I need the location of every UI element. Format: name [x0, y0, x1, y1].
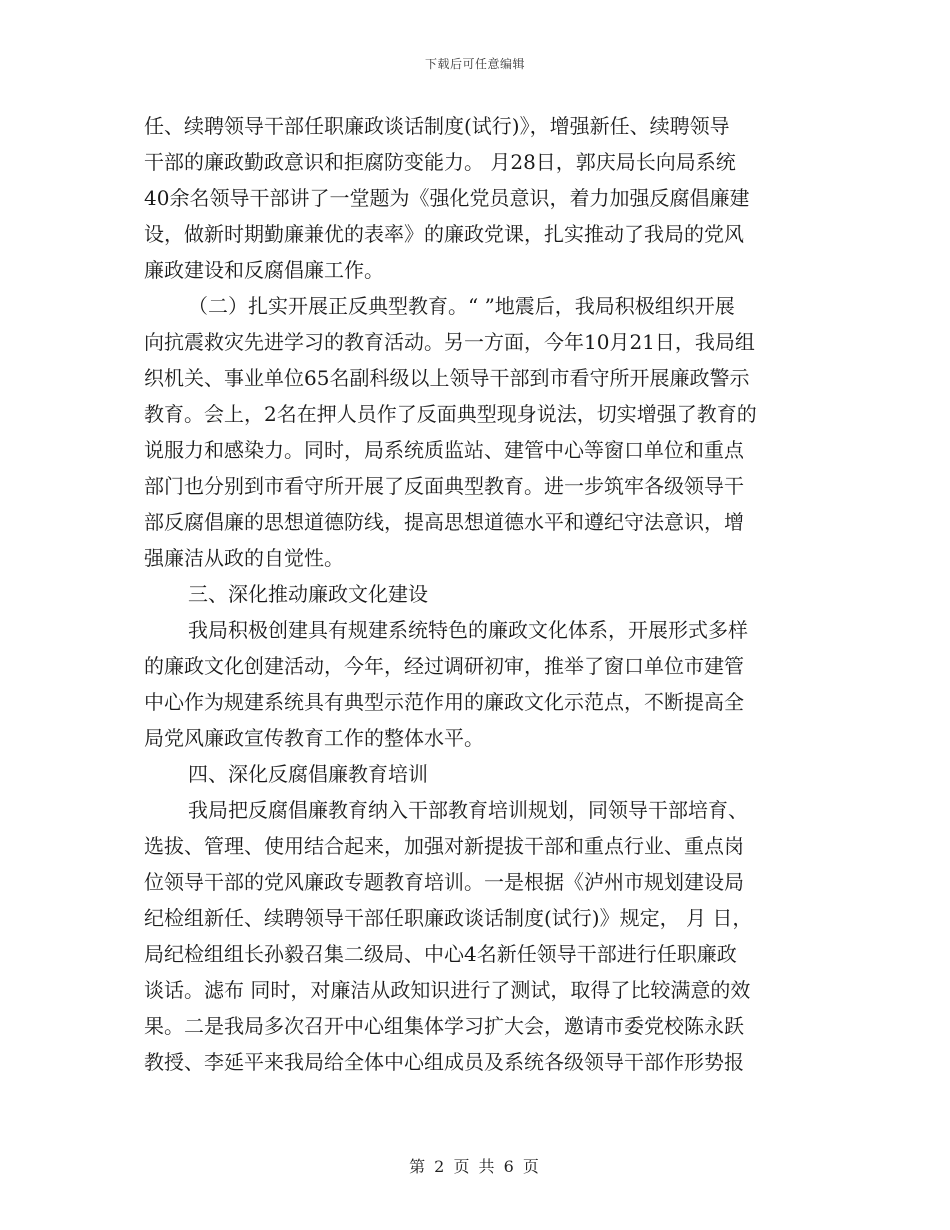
text-line: 果。二是我局多次召开中心组集体学习扩大会，邀请市委党校陈永跃: [144, 1014, 744, 1038]
text-line: 局纪检组组长孙毅召集二级局、中心4名新任领导干部进行任职廉政: [144, 942, 737, 966]
text-line: （二）扎实开展正反典型教育。“ ”地震后，我局积极组织开展: [188, 294, 735, 318]
text-line: 部门也分别到市看守所开展了反面典型教育。进一步筑牢各级领导干: [144, 474, 744, 498]
page-footer: 第 2 页 共 6 页: [409, 1157, 541, 1176]
text-line: 谈话。滤布 同时，对廉洁从政知识进行了测试，取得了比较满意的效: [144, 978, 751, 1002]
text-line: 位领导干部的党风廉政专题教育培训。一是根据《泸州市规划建设局: [144, 870, 744, 894]
text-line: 纪检组新任、续聘领导干部任职廉政谈话制度(试行)》规定， 月 日，: [144, 906, 753, 930]
text-line: 向抗震救灾先进学习的教育活动。另一方面，今年10月21日，我局组: [144, 330, 755, 354]
text-line: 中心作为规建系统具有典型示范作用的廉政文化示范点，不断提高全: [144, 690, 744, 714]
document-body: [144, 108, 814, 1080]
text-line: 三、深化推动廉政文化建设: [188, 582, 428, 606]
text-line: 干部的廉政勤政意识和拒腐防变能力。 月28日，郭庆局长向局系统: [144, 150, 736, 174]
text-line: 说服力和感染力。同时，局系统质监站、建管中心等窗口单位和重点: [144, 438, 744, 462]
text-line: 教授、李延平来我局给全体中心组成员及系统各级领导干部作形势报: [144, 1050, 744, 1074]
text-line: 任、续聘领导干部任职廉政谈话制度(试行)》，增强新任、续聘领导: [144, 114, 730, 138]
text-line: 40余名领导干部讲了一堂题为《强化党员意识，着力加强反腐倡廉建: [144, 186, 750, 210]
text-line: 廉政建设和反腐倡廉工作。: [144, 258, 384, 282]
text-line: 部反腐倡廉的思想道德防线，提高思想道德水平和遵纪守法意识，增: [144, 510, 744, 534]
text-line: 教育。会上，2名在押人员作了反面典型现身说法，切实增强了教育的: [144, 402, 757, 426]
text-line: 的廉政文化创建活动，今年，经过调研初审，推举了窗口单位市建管: [144, 654, 744, 678]
text-line: 我局把反腐倡廉教育纳入干部教育培训规划，同领导干部培育、: [188, 798, 748, 822]
text-line: 局党风廉政宣传教育工作的整体水平。: [144, 726, 484, 750]
text-line: 我局积极创建具有规建系统特色的廉政文化体系，开展形式多样: [188, 618, 748, 642]
text-line: 设，做新时期勤廉兼优的表率》的廉政党课，扎实推动了我局的党风: [144, 222, 744, 246]
text-line: 选拔、管理、使用结合起来，加强对新提拔干部和重点行业、重点岗: [144, 834, 744, 858]
text-line: 强廉洁从政的自觉性。: [144, 546, 344, 570]
page-header: 下载后可任意编辑: [424, 57, 525, 71]
text-line: 四、深化反腐倡廉教育培训: [188, 762, 428, 786]
text-line: 织机关、事业单位65名副科级以上领导干部到市看守所开展廉政警示: [144, 366, 750, 390]
